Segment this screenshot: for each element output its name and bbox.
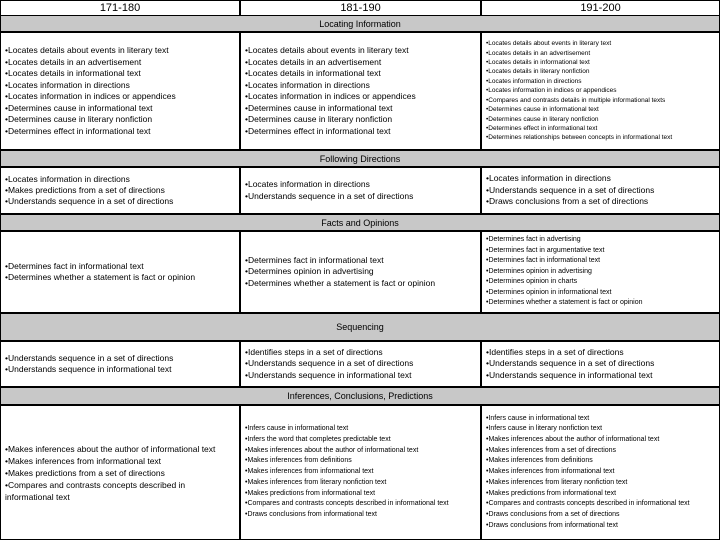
skill-item: •Locates details in informational text xyxy=(5,68,141,78)
skill-item: •Locates information in directions xyxy=(245,179,370,189)
skill-item: •Makes predictions from a set of directions xyxy=(5,185,165,195)
skill-item: •Understands sequence in a set of directions xyxy=(5,196,174,206)
skill-item: •Determines cause in literary nonfiction xyxy=(486,115,599,123)
section-title-sequencing: Sequencing xyxy=(0,313,720,341)
skill-item: •Determines opinion in advertising xyxy=(245,266,374,277)
skill-item: •Compares and contrasts concepts described in informational text xyxy=(245,500,449,508)
skill-item: •Understands sequence in informational text xyxy=(486,369,653,380)
skill-item: •Locates details in informational text xyxy=(486,59,590,67)
skill-item: •Understands sequence in a set of directions xyxy=(5,352,174,363)
section-title-locating-information: Locating Information xyxy=(0,15,720,32)
skill-item: •Locates information in directions xyxy=(486,173,611,184)
skills-cell xyxy=(481,167,720,214)
skill-item: •Determines cause in literary nonfiction xyxy=(245,114,393,124)
column-header-191-200: 191-200 xyxy=(481,0,720,16)
section-row-sequencing xyxy=(0,341,720,387)
skill-item: •Compares and contrasts details in multiple informational texts xyxy=(486,96,666,104)
skill-item: •Locates details in an advertisement xyxy=(486,49,591,57)
skill-item: •Determines relationships between concepts in informational text xyxy=(486,134,673,142)
skill-item: •Infers cause in informational text xyxy=(486,414,590,422)
skill-item: •Locates information in directions xyxy=(5,174,130,184)
skills-cell xyxy=(240,231,481,313)
skills-cell xyxy=(240,405,481,540)
skills-cell xyxy=(0,405,240,540)
skills-cell xyxy=(0,341,240,387)
skill-item: •Locates information in directions xyxy=(245,79,370,90)
skill-item: •Draws conclusions from a set of directions xyxy=(486,196,649,207)
skill-item: •Determines cause in informational text xyxy=(245,102,393,113)
skill-item: •Compares and contrasts concepts described in informational text xyxy=(5,479,188,502)
column-header-181-190: 181-190 xyxy=(240,0,481,16)
skill-item: •Makes predictions from informational text xyxy=(245,489,376,497)
skill-item: •Makes inferences from a set of directions xyxy=(486,446,617,454)
skill-item: •Understands sequence in informational text xyxy=(245,369,412,380)
section-title-inferences-conclusions-predictions: Inferences, Conclusions, Predictions xyxy=(0,387,720,405)
skill-item: •Makes predictions from a set of directions xyxy=(5,467,165,478)
skill-item: •Draws conclusions from informational text xyxy=(245,510,377,518)
skills-cell xyxy=(0,167,240,214)
skill-item: •Determines effect in informational text xyxy=(486,124,598,132)
section-row-following-directions xyxy=(0,167,720,214)
skill-item: •Locates details in informational text xyxy=(245,68,381,78)
skill-item: •Locates information in directions xyxy=(5,79,130,90)
skill-item: •Understands sequence in a set of directions xyxy=(486,358,655,369)
skill-item: •Locates details about events in literary text xyxy=(245,45,409,55)
skill-item: •Understands sequence in a set of directions xyxy=(245,190,414,201)
skill-item: •Makes inferences about the author of informational text xyxy=(245,446,419,454)
skill-item: •Locates information in indices or appendices xyxy=(5,91,176,101)
section-row-locating-information xyxy=(0,32,720,150)
skill-item: •Determines cause in informational text xyxy=(5,102,153,113)
skills-cell xyxy=(240,32,481,150)
skills-cell xyxy=(240,167,481,214)
skill-item: •Understands sequence in a set of directions xyxy=(486,184,655,195)
section-title-facts-and-opinions: Facts and Opinions xyxy=(0,214,720,231)
skill-item: •Makes inferences about the author of informational text xyxy=(486,436,660,444)
skill-item: •Understands sequence in informational text xyxy=(5,364,172,374)
skills-cell xyxy=(481,341,720,387)
skill-item: •Determines cause in informational text xyxy=(486,106,599,114)
skill-item: •Infers cause in informational text xyxy=(245,425,349,433)
skill-item: •Makes inferences from informational text xyxy=(245,468,374,476)
skills-cell xyxy=(240,341,481,387)
skills-cell xyxy=(0,32,240,150)
section-row-inferences-conclusions-predictions xyxy=(0,405,720,540)
header-row xyxy=(0,0,720,16)
skills-cell xyxy=(0,231,240,313)
skill-item: •Determines cause in literary nonfiction xyxy=(5,114,153,124)
skills-cell xyxy=(481,231,720,313)
skill-item: •Locates information in directions xyxy=(486,77,582,85)
skill-item: •Makes inferences from literary nonfiction text xyxy=(486,478,628,486)
skill-item: •Determines whether a statement is fact or opinion xyxy=(245,277,436,288)
skill-item: •Makes inferences from informational text xyxy=(486,468,615,476)
skill-item: •Makes predictions from informational text xyxy=(486,489,617,497)
section-row-facts-and-opinions xyxy=(0,231,720,313)
skill-item: •Makes inferences from literary nonfiction text xyxy=(245,478,387,486)
skill-item: •Determines fact in informational text xyxy=(5,260,144,271)
section-title-following-directions: Following Directions xyxy=(0,150,720,167)
skill-item: •Makes inferences from definitions xyxy=(245,457,352,465)
skills-cell xyxy=(481,32,720,150)
skill-item: •Infers cause in literary nonfiction text xyxy=(486,425,603,433)
skill-item: •Draws conclusions from a set of directions xyxy=(486,510,620,518)
skill-item: •Determines opinion in charts xyxy=(486,278,578,286)
skill-item: •Determines whether a statement is fact or opinion xyxy=(486,299,643,307)
skill-item: •Locates information in indices or appendices xyxy=(486,87,617,95)
skill-item: •Determines effect in informational text xyxy=(5,125,151,136)
skill-item: •Draws conclusions from informational text xyxy=(486,521,618,529)
skills-cell xyxy=(481,405,720,540)
skill-item: •Locates details in an advertisement xyxy=(245,56,382,67)
skill-item: •Determines whether a statement is fact or opinion xyxy=(5,272,196,282)
skill-item: •Understands sequence in a set of directions xyxy=(245,358,414,369)
skill-item: •Locates information in indices or appendices xyxy=(245,91,416,101)
skill-item: •Identifies steps in a set of directions xyxy=(245,346,383,357)
skill-item: •Makes inferences from informational text xyxy=(5,455,162,466)
skill-item: •Makes inferences from definitions xyxy=(486,457,593,465)
skill-item: •Identifies steps in a set of directions xyxy=(486,346,624,357)
skill-item: •Determines effect in informational text xyxy=(245,125,391,136)
skill-item: •Makes inferences about the author of informational text xyxy=(5,443,216,454)
skill-item: •Determines fact in argumentative text xyxy=(486,246,605,254)
skill-item: •Locates details in an advertisement xyxy=(5,56,142,67)
skill-item: •Determines fact in advertising xyxy=(486,235,581,243)
skill-item: •Determines fact in informational text xyxy=(486,257,601,265)
skill-item: •Determines opinion in informational text xyxy=(486,288,612,296)
skill-item: •Infers the word that completes predictable text xyxy=(245,436,391,444)
skill-item: •Determines opinion in advertising xyxy=(486,267,592,275)
column-header-171-180: 171-180 xyxy=(0,0,240,16)
skill-item: •Locates details about events in literary text xyxy=(486,40,612,48)
skill-item: •Compares and contrasts concepts described in informational text xyxy=(486,500,690,508)
skill-item: •Locates details about events in literary text xyxy=(5,45,169,55)
skill-item: •Determines fact in informational text xyxy=(245,254,384,265)
skill-item: •Locates details in literary nonfiction xyxy=(486,68,590,76)
